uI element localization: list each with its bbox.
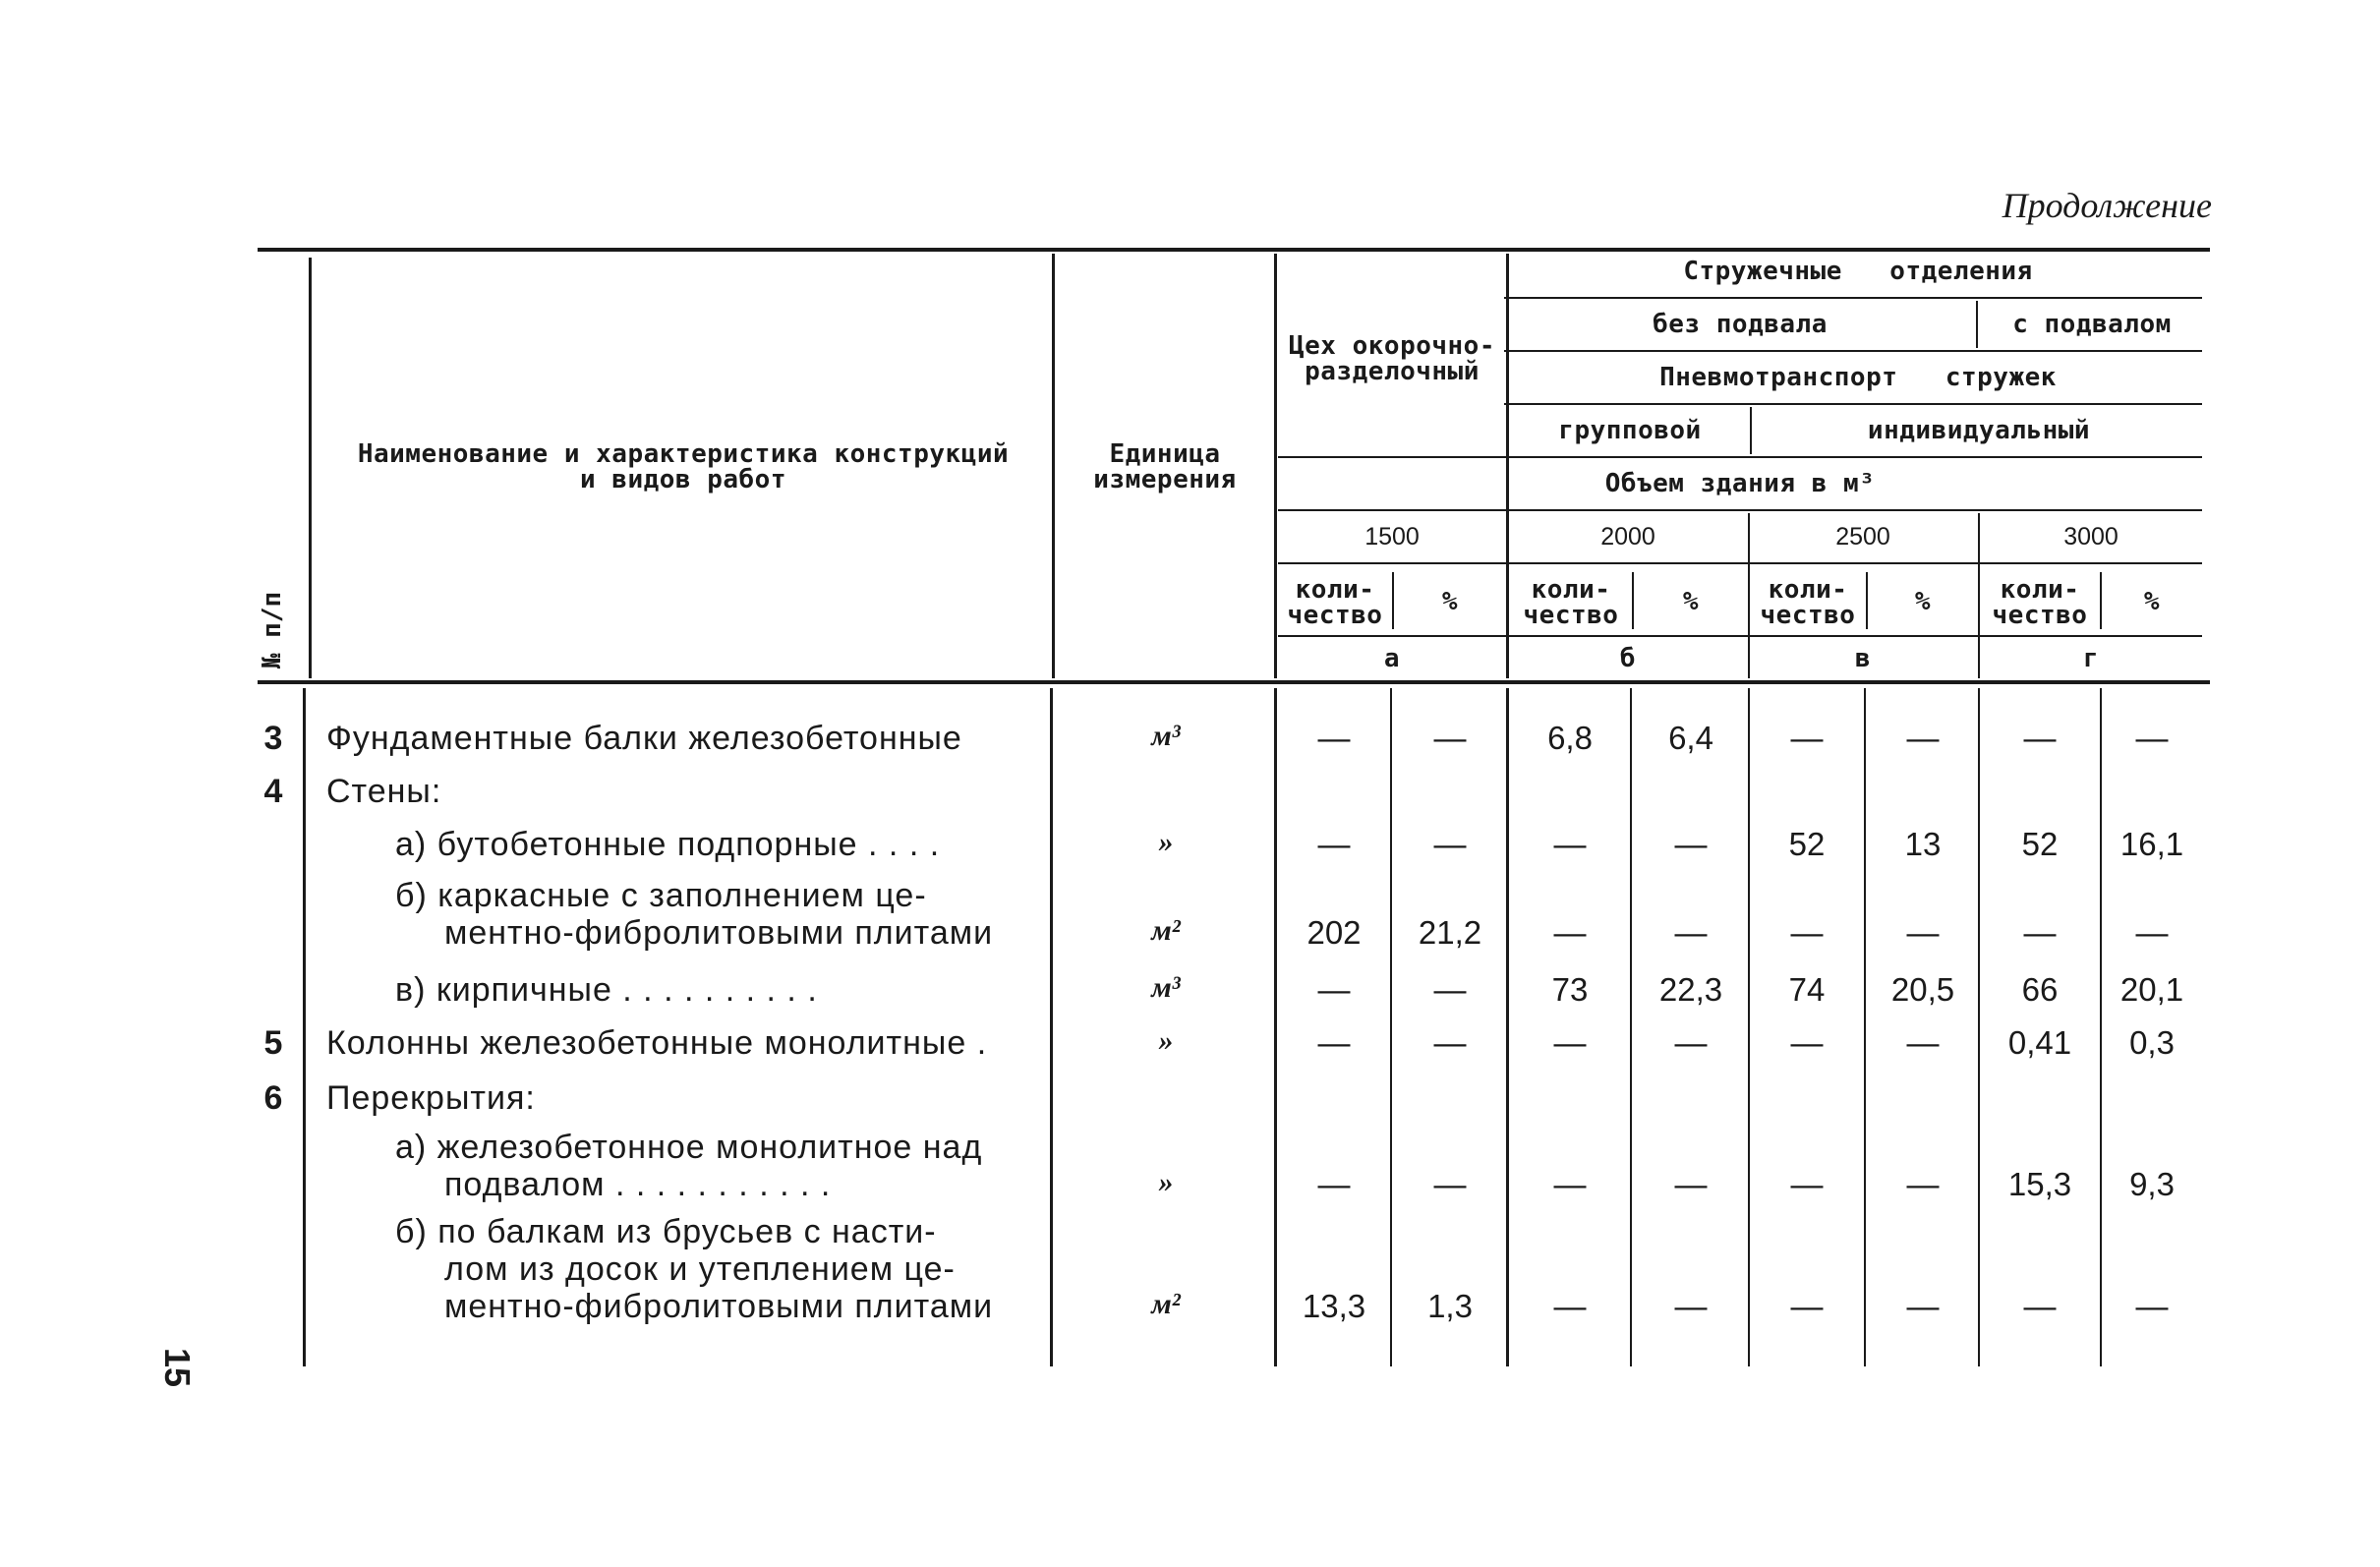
row-unit: м³ [1151, 720, 1181, 752]
rule-volumes [1278, 562, 2202, 564]
row-value: 16,1 [2119, 826, 2184, 862]
row-value: 13 [1904, 826, 1942, 862]
row-value: — [1790, 1024, 1824, 1061]
row-value: 0,41 [2007, 1024, 2072, 1061]
row-text-line: Колонны железобетонные монолитные . [326, 1024, 988, 1062]
body-vline-c-pct [1864, 688, 1866, 1366]
row-value: — [1553, 826, 1587, 862]
row-unit: м² [1151, 1288, 1181, 1320]
body-vline-unit [1274, 688, 1277, 1366]
rule-chip [1504, 297, 2202, 299]
row-value: 0,3 [2129, 1024, 2175, 1061]
row-text-line: лом из досок и утеплением це- [444, 1250, 956, 1288]
row-unit: м² [1151, 914, 1181, 947]
pct-d: % [2143, 587, 2161, 616]
row-text-line: подвалом . . . . . . . . . . . [444, 1166, 832, 1203]
rule-volume [1278, 509, 2202, 511]
row-value: — [1674, 1024, 1708, 1061]
row-value: — [1433, 720, 1467, 756]
row-value: 15,3 [2007, 1166, 2072, 1202]
row-value: — [1433, 971, 1467, 1008]
row-value: — [2023, 720, 2057, 756]
group-header: групповой [1558, 416, 1702, 445]
num-col-header: № п/п [258, 591, 288, 669]
row-number: 5 [263, 1024, 283, 1062]
row-value: 6,8 [1547, 720, 1593, 756]
vline-unit [1274, 254, 1277, 678]
vline-basement [1976, 301, 1978, 348]
body-vline-b [1506, 688, 1509, 1366]
row-text-line: б) по балкам из брусьев с насти- [395, 1213, 937, 1250]
row-value: — [1790, 1166, 1824, 1202]
row-value: — [1317, 971, 1351, 1008]
page-number: 15 [157, 1347, 199, 1388]
row-value: — [1317, 1166, 1351, 1202]
row-value: — [1317, 1024, 1351, 1061]
caption: Продолжение [2002, 186, 2212, 225]
shop-header-line2: разделочный [1305, 357, 1480, 386]
row-value: 202 [1306, 914, 1362, 951]
row-number: 4 [263, 773, 283, 810]
qty-a-l1: коли- [1295, 575, 1375, 605]
row-number: 6 [263, 1079, 283, 1117]
letter-d: г [2082, 644, 2100, 673]
row-value: 21,2 [1418, 914, 1482, 951]
row-value: — [1317, 826, 1351, 862]
no-basement-header: без подвала [1653, 310, 1828, 339]
body-vline-b-pct [1630, 688, 1632, 1366]
row-value: 66 [2021, 971, 2059, 1008]
row-value: 13,3 [1302, 1288, 1366, 1324]
row-value: — [2135, 720, 2169, 756]
volume-2000: 2000 [1600, 523, 1655, 551]
row-value: — [1906, 1288, 1940, 1324]
row-value: — [1433, 1024, 1467, 1061]
row-text-line: ментно-фибролитовыми плитами [444, 1288, 994, 1325]
row-value: — [1553, 1288, 1587, 1324]
chip-header: Стружечные отделения [1683, 257, 2033, 286]
row-value: — [1553, 914, 1587, 951]
qty-b-l2: чество [1523, 601, 1619, 630]
row-value: 20,1 [2119, 971, 2184, 1008]
rule-pneumo [1504, 403, 2202, 405]
row-text-line: Перекрытия: [326, 1079, 536, 1117]
row-text-line: а) бутобетонные подпорные . . . . [395, 826, 941, 863]
row-value: — [1674, 1166, 1708, 1202]
row-value: 73 [1551, 971, 1589, 1008]
pct-b: % [1682, 587, 1700, 616]
row-value: — [2135, 914, 2169, 951]
row-value: — [1317, 720, 1351, 756]
table-top-rule [258, 248, 2210, 252]
row-text-line: б) каркасные с заполнением це- [395, 877, 927, 914]
qty-d-l1: коли- [2000, 575, 2080, 605]
row-value: 22,3 [1658, 971, 1723, 1008]
row-value: 1,3 [1427, 1288, 1473, 1324]
unit-col-header-line2: измерения [1093, 465, 1237, 494]
row-value: — [1433, 1166, 1467, 1202]
letter-a: а [1383, 644, 1401, 673]
pct-a: % [1441, 587, 1459, 616]
row-value: — [1674, 1288, 1708, 1324]
row-value: — [1906, 1166, 1940, 1202]
row-number: 3 [263, 720, 283, 757]
unit-col-header-line1: Единица [1109, 439, 1221, 469]
row-value: 52 [2021, 826, 2059, 862]
row-value: — [2135, 1288, 2169, 1324]
qty-b-l1: коли- [1531, 575, 1611, 605]
row-value: 9,3 [2129, 1166, 2175, 1202]
row-text-line: Фундаментные балки железобетонные [326, 720, 962, 757]
row-unit: » [1158, 1024, 1174, 1057]
volume-2500: 2500 [1835, 523, 1890, 551]
vline-name [1052, 254, 1055, 678]
row-unit: м³ [1151, 971, 1181, 1004]
row-value: 74 [1788, 971, 1826, 1008]
vline-group [1750, 407, 1752, 454]
body-vline-num [303, 688, 306, 1366]
row-value: — [1553, 1166, 1587, 1202]
row-value: — [1906, 1024, 1940, 1061]
body-vline-a-pct [1390, 688, 1392, 1366]
qty-c-l1: коли- [1768, 575, 1848, 605]
shop-header-line1: Цех окорочно- [1289, 331, 1495, 361]
row-value: 6,4 [1668, 720, 1713, 756]
pneumo-header: Пневмотранспорт стружек [1659, 363, 2057, 392]
row-unit: » [1158, 826, 1174, 858]
name-col-header-line2: и видов работ [580, 465, 786, 494]
individual-header: индивидуальный [1867, 416, 2091, 445]
name-col-header-line1: Наименование и характеристика конструкций [357, 439, 1010, 469]
qty-a-l2: чество [1287, 601, 1383, 630]
row-value: — [1674, 826, 1708, 862]
header-bottom-rule [258, 680, 2210, 684]
row-value: — [1433, 826, 1467, 862]
row-unit: » [1158, 1166, 1174, 1198]
row-text-line: Стены: [326, 773, 442, 810]
body-vline-name [1050, 688, 1053, 1366]
volume-header: Объем здания в м³ [1604, 469, 1876, 498]
with-basement-header: с подвалом [2012, 310, 2172, 339]
rule-transport [1278, 456, 2202, 458]
vline-num [309, 258, 312, 678]
row-value: — [2023, 1288, 2057, 1324]
row-value: — [1906, 914, 1940, 951]
letter-b: б [1619, 644, 1637, 673]
row-value: 52 [1788, 826, 1826, 862]
row-value: — [1553, 1024, 1587, 1061]
volume-3000: 3000 [2063, 523, 2119, 551]
rule-qty [1278, 635, 2202, 637]
row-text-line: ментно-фибролитовыми плитами [444, 914, 994, 952]
row-text-line: в) кирпичные . . . . . . . . . . [395, 971, 818, 1009]
volume-1500: 1500 [1364, 523, 1420, 551]
row-value: — [1674, 914, 1708, 951]
row-value: — [2023, 914, 2057, 951]
qty-c-l2: чество [1760, 601, 1856, 630]
qty-d-l2: чество [1992, 601, 2088, 630]
row-value: — [1790, 1288, 1824, 1324]
row-value: — [1790, 914, 1824, 951]
pct-c: % [1914, 587, 1932, 616]
row-value: — [1790, 720, 1824, 756]
row-value: — [1906, 720, 1940, 756]
vline-shop [1506, 254, 1509, 678]
rule-basement [1504, 350, 2202, 352]
letter-c: в [1854, 644, 1872, 673]
row-value: 20,5 [1890, 971, 1955, 1008]
row-text-line: а) железобетонное монолитное над [395, 1129, 983, 1166]
